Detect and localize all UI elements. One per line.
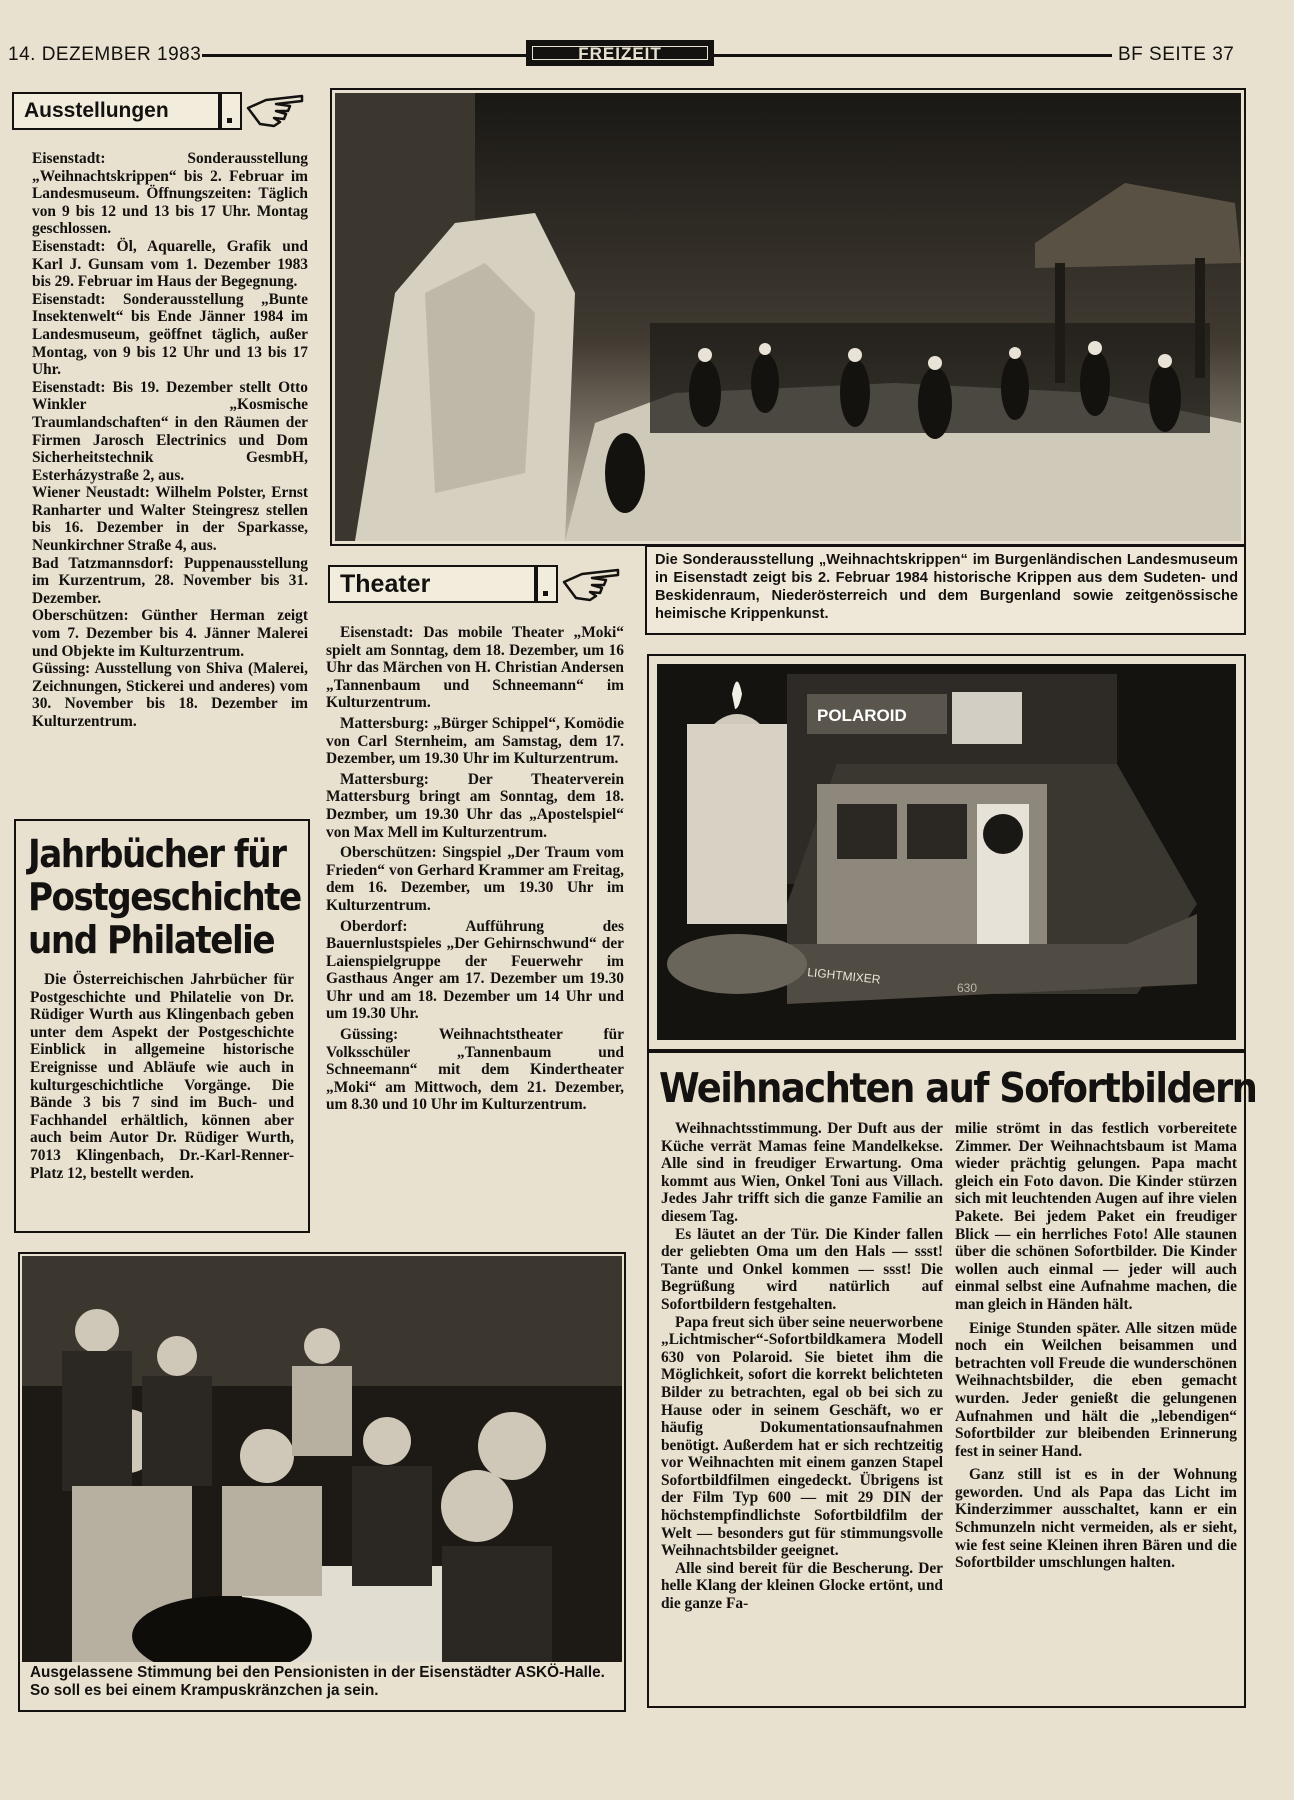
pensionisten-caption: Ausgelassene Stimmung bei den Pensionisten in der Eisenstädter ASKÖ-Halle. So soll es bei einem Krampuskränzchen ja sein.: [30, 1664, 605, 1699]
polaroid-camera-image: [657, 664, 1236, 1040]
list-item: Oberschützen: Günther Herman zeigt vom 7. Dezember bis 4. Jänner Malerei und Objekte im Kulturzentrum.: [32, 607, 308, 660]
issue-date: 14. DEZEMBER 1983: [8, 44, 202, 65]
ausstellungen-label: Ausstellungen: [24, 99, 169, 122]
sofortbilder-box: [647, 1051, 1257, 1708]
header-rule-left: [202, 54, 526, 57]
theater-list: [326, 624, 624, 1114]
list-item: Eisenstadt: Sonderausstellung „Weihnachtskrippen“ bis 2. Februar im Landesmuseum. Öffnungszeiten: Täglich von 9 bis 12 und 13 bis 17 Uhr. Montag geschlossen.: [32, 150, 308, 238]
camera-model-label: LIGHTMIXER: [806, 965, 882, 987]
list-item: Güssing: Ausstellung von Shiva (Malerei, Zeichnungen, Stickerei und anderes) vom 30. November bis 18. Dezember im Kulturzentrum.: [32, 660, 309, 730]
list-item: Oberschützen: Singspiel „Der Traum vom Frieden“ von Gerhard Krammer am Freitag, dem 16. Dezember, um 19.30 Uhr im Kulturzentrum.: [326, 844, 624, 914]
krippen-caption-box: [645, 545, 1246, 635]
pensioners-party-image: [22, 1256, 622, 1662]
list-item: Mattersburg: „Bürger Schippel“, Komödie von Carl Sternheim, am Samstag, dem 17. Dezember, um 19.30 Uhr im Kulturzentrum.: [326, 714, 624, 768]
theater-label-box: [328, 565, 558, 603]
sofortbilder-headline: Weihnachten auf Sofortbildern: [659, 1064, 1257, 1112]
list-item: Mattersburg: Der Theaterverein Mattersburg bringt am Sonntag, dem 18. Dezmber, um 19.30 Uhr das „Apostelspiel“ von Max Mell im Kulturzentrum.: [326, 770, 624, 841]
nativity-scene-image: [335, 93, 1241, 541]
krippen-photo: [335, 93, 1241, 541]
list-item: Wiener Neustadt: Wilhelm Polster, Ernst Ranharter und Walter Steingresz stellen bis 16. Dezember in der Sparkasse, Neunkirchner Straße 4, aus.: [32, 484, 308, 555]
sofortbilder-col2: milie strömt in das festlich vorbereitete Zimmer. Der Weihnachtsbaum ist Mama wieder prächtig gelungen. Papa macht gleich ein Foto davon. Die Kinder stürzen sich mit leuchtenden Augen auf ihre vielen Pakete. Bei jedem Paket ein freudiger Blick — ein herrliches Foto! Alle staunen über die schönen Sofortbilder. Die Kinder wollen auch einmal — jeder will auch einmal selbst eine Aufnahme machen, die man gleich in Händen hält. Einige Stunden später. Alle sitzen müde noch ein Weilchen beisammen und betrachten voll Freude die wunderschönen Weihnachtsbilder, die eben gemacht wurden. Jeder genießt die gelungenen Aufnahmen und hält die „lebendigen“ Sofortbilder zur bleibenden Erinnerung fest in seiner Hand. Ganz still ist es in der Wohnung geworden. Und als Papa das Licht im Kinderzimmer ausschaltet, kann er ein Schmunzeln nicht vermeiden, als er sieht, wie fest seine Kleinen ihren Bären und die Sofortbilder umschlungen halten.: [955, 1120, 1237, 1572]
pensionisten-photo-frame: [18, 1252, 626, 1712]
camera-model-number: 630: [957, 981, 978, 995]
sofortbilder-col1: Weihnachtsstimmung. Der Duft aus der Küche verrät Mamas feine Mandelkekse. Alle sind in freudiger Erwartung. Oma kommt aus Wien, Onkel Toni aus Villach. Jedes Jahr trifft sich die ganze Familie an diesem Tag. Es läutet an der Tür. Die Kinder fallen der geliebten Oma um den Hals — ssst! Tante und Onkel kommen — ssst! Die Begrüßung wird natürlich auf Sofortbildern festgehalten. Papa freut sich über seine neuerworbene „Lichtmischer“-Sofortbildkamera Modell 630 von Polaroid. Sie bietet ihm die Möglichkeit, sofort die korrekt belichteten Bilder zu betrachten, egal ob bei sich zu Hause oder in seinem Geschäft, wo er häufig Dokumentationsaufnahmen benötigt. Außerdem hat er sich rechtzeitig vor Weihnachten mit einem ganzen Stapel Sofortbildfilmen eingedeckt. Übrigens ist der Film Typ 600 — mit 29 DIN der höchstempfindlichste Sofortbildfilm der Welt — besonders gut für stimmungsvolle Weihnachtsbilder geeignet. Alle sind bereit für die Bescherung. Der helle Klang der kleinen Glocke ertönt, und die ganze Fa-: [661, 1120, 943, 1613]
header-rule-right: [714, 54, 1112, 57]
jahrbuecher-box: [14, 819, 310, 1233]
list-item: Eisenstadt: Bis 19. Dezember stellt Otto Winkler „Kosmische Traumlandschaften“ in den Räumen der Firmen Jarosch Electrinics und Dom Sicherheitstechnik GesmbH, Esterházystraße 2, aus.: [32, 378, 308, 484]
krippen-caption: Die Sonderausstellung „Weihnachtskrippen“ im Burgenländischen Landesmuseum in Eisenstadt zeigt bis 2. Februar 1984 historische Krippen aus dem Sudeten- und Beskidenraum, Niederösterreich und dem Burgenland sowie zeitgenössische heimische Krippenkunst.: [655, 552, 1238, 622]
list-item: Bad Tatzmannsdorf: Puppenausstellung im Kurzentrum, 28. November bis 31. Dezember.: [32, 554, 308, 607]
page-number: BF SEITE 37: [1118, 44, 1235, 65]
jahrbuecher-headline: Jahrbücher für Postgeschichte und Philatelie: [28, 832, 301, 962]
list-item: Eisenstadt: Das mobile Theater „Moki“ spielt am Sonntag, dem 18. Dezember, um 16 Uhr das Märchen von H. Christian Andersen „Tannenbaum und Schneemann“ im Kulturzentrum.: [326, 624, 624, 712]
camera-brand: POLAROID: [817, 706, 907, 725]
jahrbuecher-body: Die Österreichischen Jahrbücher für Postgeschichte und Philatelie von Dr. Rüdiger Wurth aus Klingenbach geben unter dem Aspekt der Postgeschichte Einblick in allgemeine historische Ereignisse und Abläufe wie auch in kulturgeschichtliche Vorgänge. Die Bände 3 bis 7 sind im Buch- und Fachhandel erhältlich, können aber auch beim Autor Dr. Rüdiger Wurth, 7013 Klingenbach, Dr.-Karl-Renner-Platz 12, bestellt werden.: [30, 971, 294, 1182]
list-item: Oberdorf: Aufführung des Bauernlustspieles „Der Gehirnschwund“ der Laienspielgruppe der Feuerwehr im Gasthaus Anger am 17. Dezember um 19.30 Uhr und am 18. Dezember um 14 Uhr und um 19.30 Uhr.: [326, 917, 625, 1023]
section-title: FREIZEIT: [532, 46, 708, 60]
ausstellungen-list: [32, 150, 308, 731]
ausstellungen-label-box: [12, 92, 242, 130]
pointing-hand-icon: [246, 88, 306, 130]
camera-photo: [657, 664, 1236, 1040]
list-item: Eisenstadt: Sonderausstellung „Bunte Insektenwelt“ bis Ende Jänner 1984 im Landesmuseum, geöffnet täglich, außer Montag, von 9 bis 12 Uhr und 13 bis 17 Uhr.: [32, 290, 308, 379]
pointing-hand-icon: [562, 562, 622, 604]
theater-label: Theater: [340, 570, 431, 598]
krippen-photo-frame: [330, 88, 1246, 546]
pensionisten-photo: [22, 1256, 622, 1662]
camera-photo-frame: [647, 654, 1246, 1051]
list-item: Eisenstadt: Öl, Aquarelle, Grafik und Karl J. Gunsam vom 1. Dezember 1983 bis 29. Februar im Haus der Begegnung.: [32, 237, 308, 291]
list-item: Güssing: Weihnachtstheater für Volksschüler „Tannenbaum und Schneemann“ mit dem Kindertheater „Moki“ am Mittwoch, dem 21. Dezember, um 8.30 und 10 Uhr im Kulturzentrum.: [326, 1026, 624, 1114]
section-banner: [526, 40, 714, 66]
